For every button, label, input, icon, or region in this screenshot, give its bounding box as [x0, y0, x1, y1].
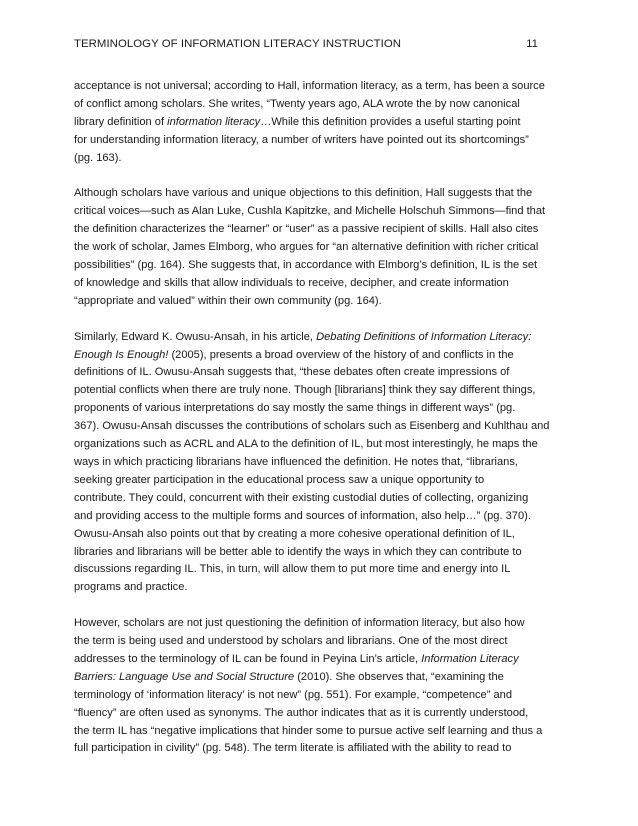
text-segment: possibilities” (pg. 164). She suggests that, in accordance with Elmborg’s definition, IL is the set	[74, 259, 538, 272]
text-segment: Similarly, Edward K. Owusu-Ansah, in his article,	[74, 330, 317, 343]
paragraph	[74, 185, 566, 310]
text-segment: of conflict among scholars. She writes, “Twenty years ago, ALA wrote the by now canonical	[74, 97, 520, 110]
text-segment: programs and practice.	[74, 581, 188, 594]
text-line	[74, 526, 566, 544]
text-line	[74, 400, 566, 418]
text-segment: discussions regarding IL. This, in turn, will allow them to put more time and energy into IL	[74, 563, 511, 576]
text-line	[74, 740, 566, 758]
text-line	[74, 257, 566, 275]
text-segment: critical voices—such as Alan Luke, Cushla Kapitzke, and Michelle Holschuh Simmons—find that	[74, 205, 546, 218]
page-number: 11	[526, 38, 538, 50]
text-line	[74, 723, 566, 741]
text-segment: of knowledge and skills that allow individuals to receive, decipher, and create information	[74, 276, 509, 289]
text-segment: ways in which practicing librarians have influenced the definition. He notes that, “librarians,	[74, 456, 518, 468]
text-line	[74, 329, 566, 347]
italic-title: Enough Is Enough!	[74, 348, 169, 361]
text-segment: full participation in civility” (pg. 548). The term literate is affiliated with the ability to read to	[74, 742, 512, 755]
text-segment: for understanding information literacy, a number of writers have pointed out its shortcomings”	[74, 133, 529, 146]
text-line	[74, 78, 566, 96]
text-line	[74, 687, 566, 705]
text-line	[74, 347, 566, 365]
text-line	[74, 454, 566, 472]
text-line	[74, 615, 566, 633]
paragraph	[74, 615, 566, 758]
text-segment: seeking greater participation in the educational process saw a unique opportunity to	[74, 473, 485, 486]
header-title: TERMINOLOGY OF INFORMATION LITERACY INSTRUCTION	[74, 38, 402, 50]
text-line	[74, 114, 566, 132]
text-segment: potential conflicts when there are truly none. Though [librarians] think they say different things,	[74, 384, 536, 397]
text-line	[74, 203, 566, 221]
italic-title: Barriers: Language Use and Social Structure	[74, 670, 295, 683]
text-segment: terminology of ‘information literacy’ is not new” (pg. 551). For example, “competence” and	[74, 688, 512, 701]
text-line	[74, 382, 566, 400]
text-segment: the work of scholar, James Elmborg, who argues for “an alternative definition with richer critical	[74, 241, 539, 254]
text-line	[74, 651, 566, 669]
text-line	[74, 544, 566, 562]
text-segment: addresses to the terminology of IL can be found in Peyina Lin’s article,	[74, 652, 422, 665]
text-line	[74, 418, 566, 436]
text-line	[74, 579, 566, 597]
text-line	[74, 364, 566, 382]
text-segment: library definition of	[74, 115, 168, 128]
paragraph	[74, 329, 566, 598]
text-segment: Although scholars have various and unique objections to this definition, Hall suggests that the	[74, 187, 533, 200]
text-segment: However, scholars are not just questioning the definition of information literacy, but also how	[74, 617, 525, 630]
text-line	[74, 132, 566, 150]
text-segment: libraries and librarians will be better able to identify the ways in which they can contribute to	[74, 545, 522, 558]
text-segment: definitions of IL. Owusu-Ansah suggests that, “these debates often create impressions of	[74, 366, 510, 379]
text-segment: “fluency” are often used as synonyms. The author indicates that as it is currently understood,	[74, 706, 529, 719]
text-line	[74, 436, 566, 454]
text-segment: “appropriate and valued” within their own community (pg. 164).	[74, 294, 382, 307]
text-segment: (pg. 163).	[74, 151, 122, 164]
text-segment: acceptance is not universal; according to Hall, information literacy, as a term, has been a source	[74, 80, 545, 92]
text-line	[74, 705, 566, 723]
italic-title: Information Literacy	[421, 652, 519, 665]
text-line	[74, 96, 566, 114]
paragraph	[74, 78, 566, 168]
text-segment: …While this definition provides a useful starting point	[260, 115, 521, 128]
text-segment: the term is being used and understood by scholars and librarians. One of the most direct	[74, 635, 508, 648]
text-segment: and providing access to the multiple forms and sources of information, also help…” (pg. 370).	[74, 509, 531, 522]
running-header	[74, 38, 544, 50]
text-line	[74, 561, 566, 579]
text-line	[74, 239, 566, 257]
text-line	[74, 633, 566, 651]
italic-title: information literacy	[167, 115, 261, 128]
text-line	[74, 221, 566, 239]
text-segment: the term IL has “negative implications that hinder some to pursue active self learning and thus a	[74, 724, 543, 737]
body-text	[74, 78, 566, 776]
text-line	[74, 508, 566, 526]
text-line	[74, 275, 566, 293]
text-segment: organizations such as ACRL and ALA to the definition of IL, but most interestingly, he maps the	[74, 438, 538, 451]
text-line	[74, 490, 566, 508]
text-segment: the definition characterizes the “learner” or “user” as a passive recipient of skills. Hall also cites	[74, 223, 539, 236]
text-segment: (2010). She observes that, “examining the	[294, 670, 504, 683]
text-segment: (2005), presents a broad overview of the history of and conflicts in the	[168, 348, 514, 361]
text-segment: Owusu-Ansah also points out that by creating a more cohesive operational definition of IL,	[74, 527, 515, 540]
text-line	[74, 669, 566, 687]
text-segment: 367). Owusu-Ansah discusses the contributions of scholars such as Eisenberg and Kuhlthau and	[74, 420, 550, 433]
text-line	[74, 185, 566, 203]
italic-title: Debating Definitions of Information Literacy:	[316, 330, 532, 343]
text-segment: contribute. They could, concurrent with their existing custodial duties of collecting, organizing	[74, 491, 529, 504]
text-line	[74, 293, 566, 311]
text-line	[74, 472, 566, 490]
text-segment: proponents of various interpretations do say mostly the same things in different ways” (pg.	[74, 402, 516, 415]
text-line	[74, 150, 566, 168]
